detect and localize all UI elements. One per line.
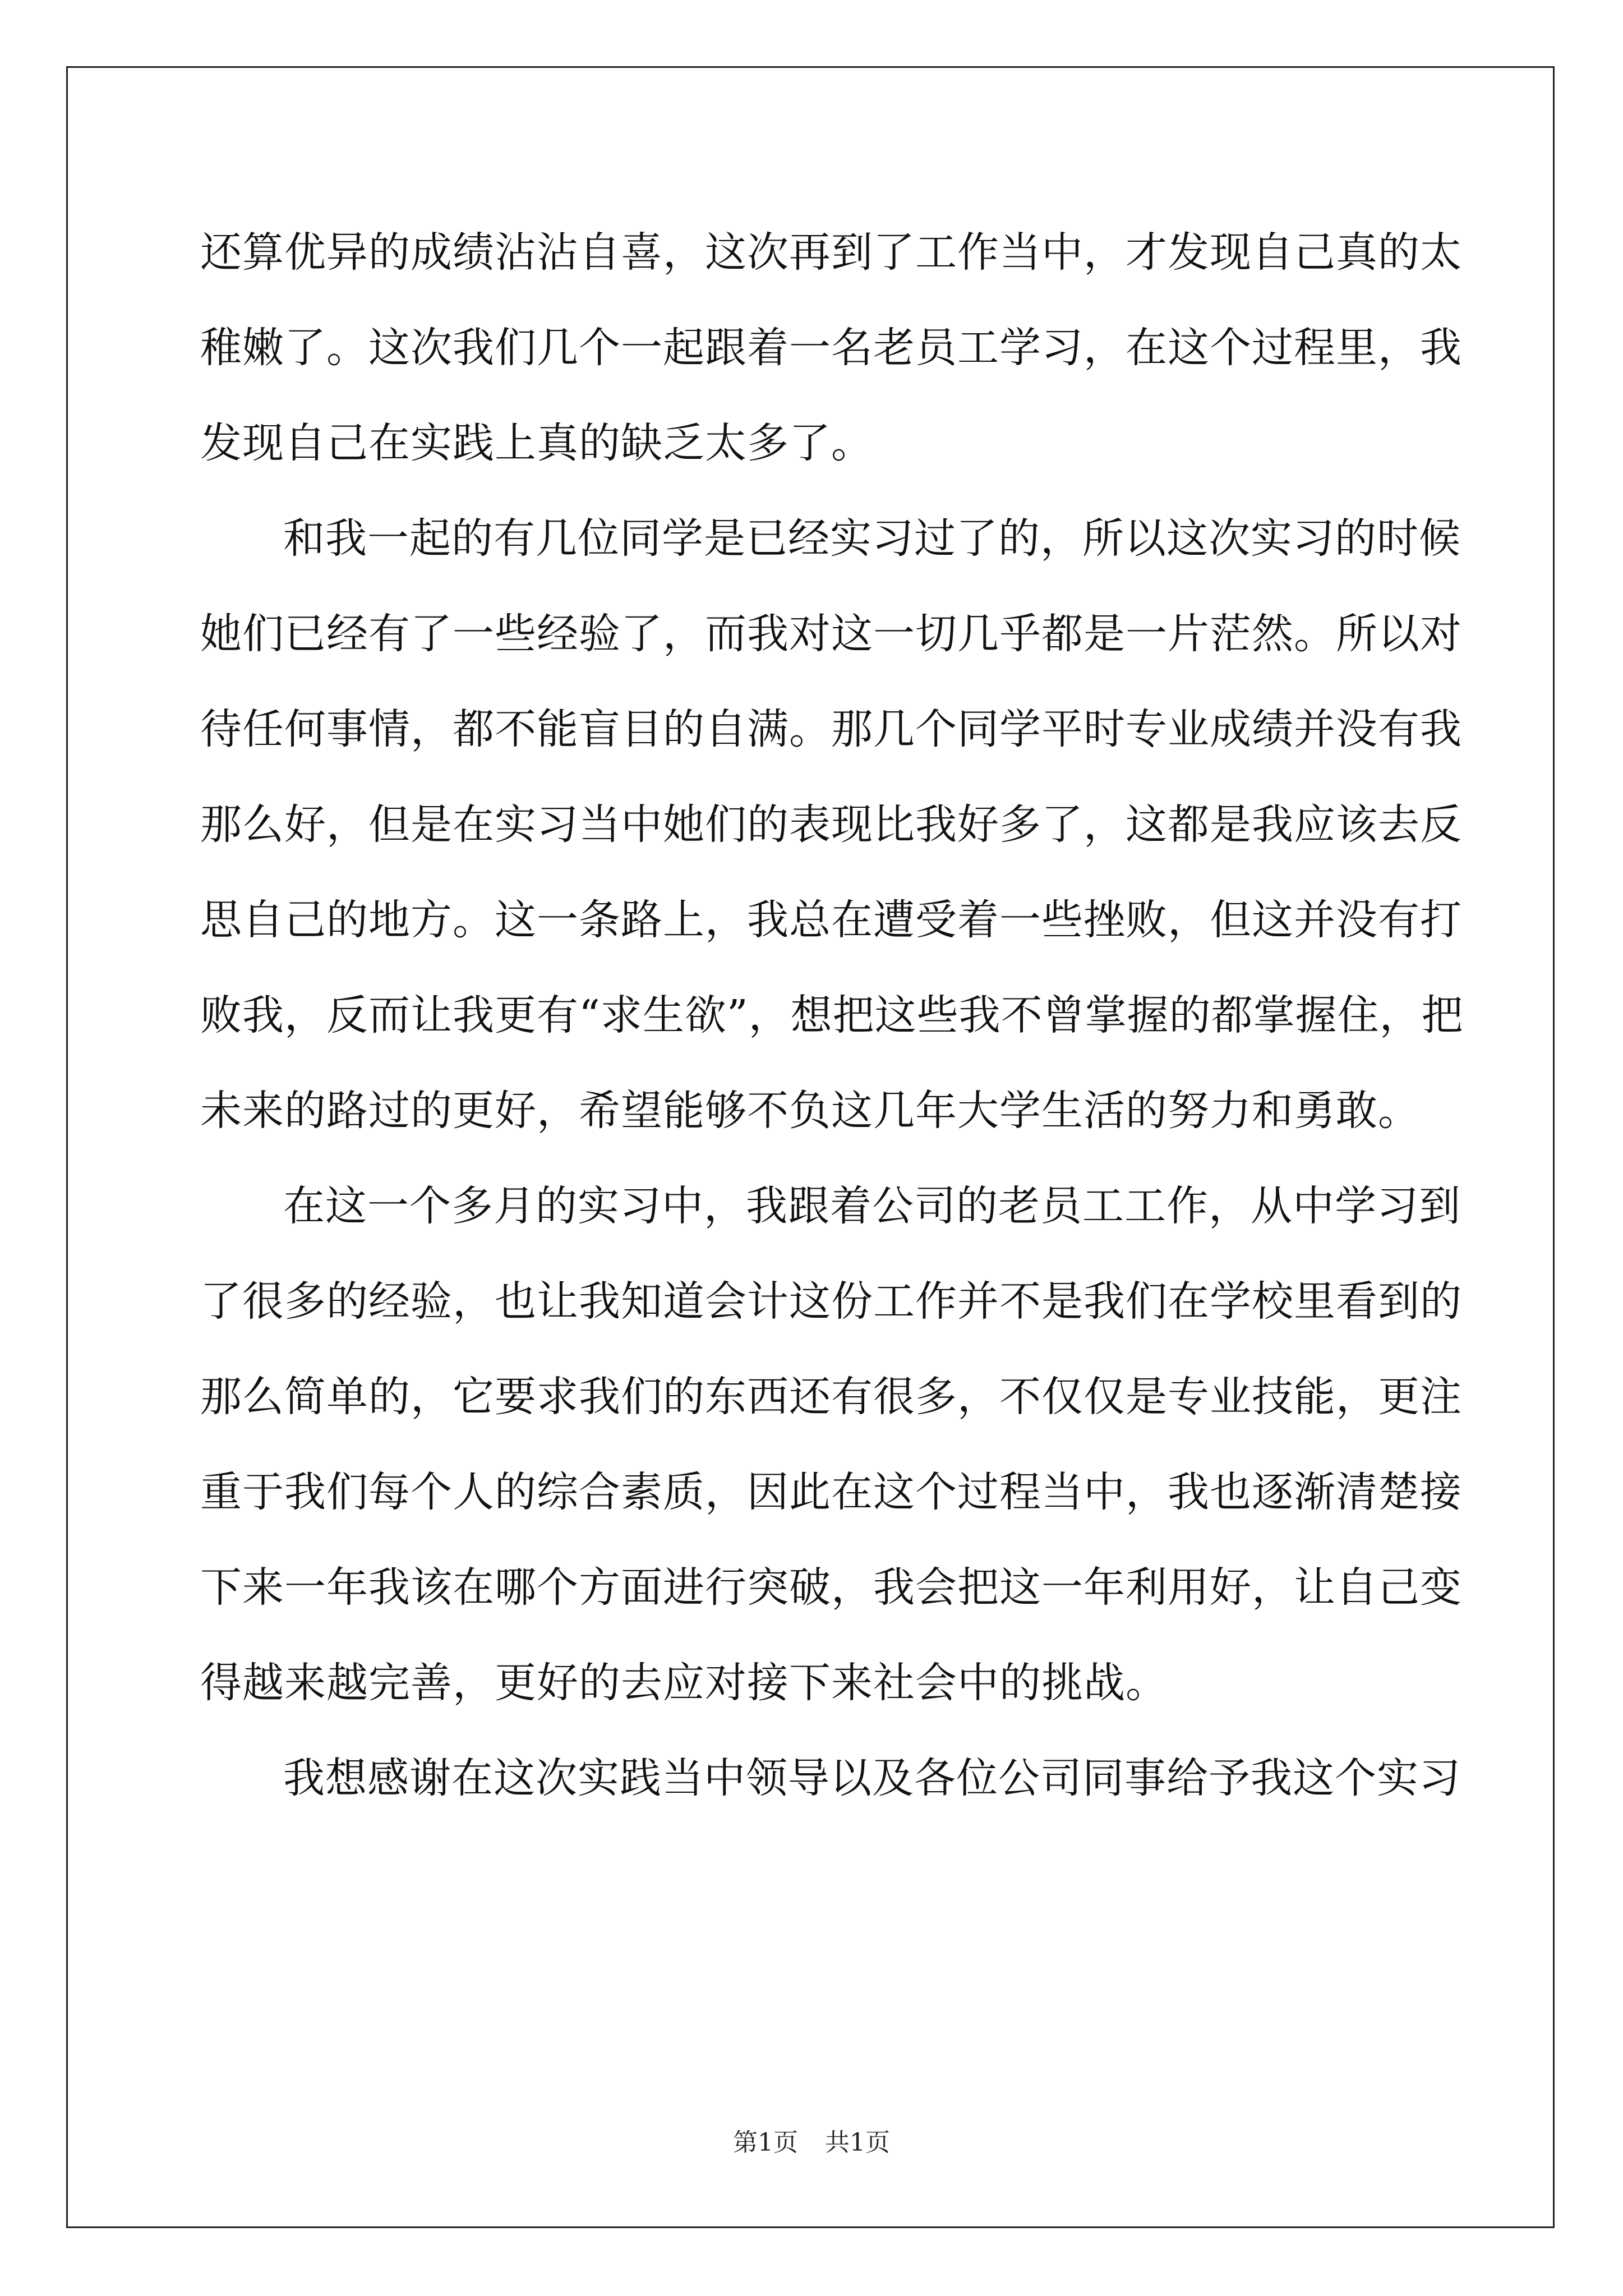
text-line: 待任何事情，都不能盲目的自满。那几个同学平时专业成绩并没有我 [200,705,1462,753]
page-number-current: 第1页 [733,2128,798,2157]
text-line: 败我，反而让我更有“求生欲”，想把这些我不曾掌握的都掌握住，把 [200,991,1464,1039]
text-line: 下来一年我该在哪个方面进行突破，我会把这一年利用好，让自己变 [200,1563,1462,1612]
text-line: 那么好，但是在实习当中她们的表现比我好多了，这都是我应该去反 [200,800,1462,849]
text-line: 还算优异的成绩沾沾自喜，这次再到了工作当中，才发现自己真的太 [200,228,1462,277]
paragraph-first-line: 和我一起的有几位同学是已经实习过了的，所以这次实习的时候 [283,514,1461,563]
text-line: 她们已经有了一些经验了，而我对这一切几乎都是一片茫然。所以对 [200,610,1462,658]
document-body [200,205,1464,1826]
text-line: 那么简单的，它要求我们的东西还有很多，不仅仅是专业技能，更注 [200,1373,1462,1421]
text-line: 发现自己在实践上真的缺乏太多了。 [200,419,873,467]
text-line: 思自己的地方。这一条路上，我总在遭受着一些挫败，但这并没有打 [200,896,1462,944]
page-number-total: 共1页 [825,2128,890,2157]
page-footer [0,2126,1623,2160]
text-line: 未来的路过的更好，希望能够不负这几年大学生活的努力和勇敢。 [200,1087,1420,1135]
text-line: 得越来越完善，更好的去应对接下来社会中的挑战。 [200,1659,1168,1707]
paragraph-first-line: 我想感谢在这次实践当中领导以及各位公司同事给予我这个实习 [283,1754,1461,1802]
text-line: 了很多的经验，也让我知道会计这份工作并不是我们在学校里看到的 [200,1277,1462,1326]
text-line: 重于我们每个人的综合素质，因此在这个过程当中，我也逐渐清楚接 [200,1468,1462,1516]
text-line: 稚嫩了。这次我们几个一起跟着一名老员工学习，在这个过程里，我 [200,324,1462,372]
paragraph-first-line: 在这一个多月的实习中，我跟着公司的老员工工作，从中学习到 [283,1182,1461,1230]
